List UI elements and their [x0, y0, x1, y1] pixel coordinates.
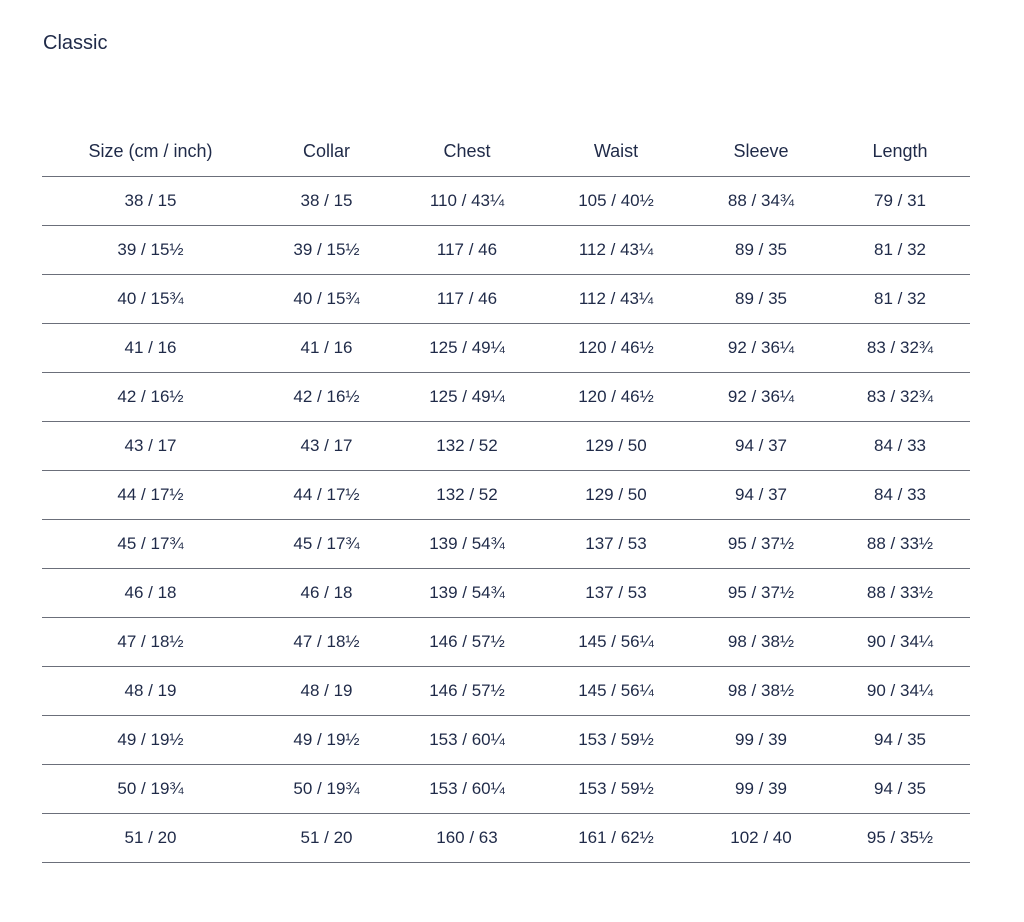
cell-size: 45 / 17¾ [42, 520, 259, 569]
cell-waist: 153 / 59½ [540, 716, 692, 765]
page-title: Classic [43, 32, 108, 54]
cell-waist: 137 / 53 [540, 520, 692, 569]
cell-length: 83 / 32¾ [830, 373, 970, 422]
cell-length: 90 / 34¼ [830, 667, 970, 716]
cell-sleeve: 102 / 40 [692, 814, 830, 863]
cell-waist: 145 / 56¼ [540, 618, 692, 667]
table-row [42, 373, 970, 422]
column-header-collar: Collar [259, 127, 394, 177]
cell-length: 84 / 33 [830, 422, 970, 471]
table-row [42, 422, 970, 471]
cell-length: 94 / 35 [830, 765, 970, 814]
table-row [42, 471, 970, 520]
cell-length: 88 / 33½ [830, 569, 970, 618]
cell-size: 47 / 18½ [42, 618, 259, 667]
cell-sleeve: 99 / 39 [692, 765, 830, 814]
cell-chest: 132 / 52 [394, 471, 540, 520]
cell-size: 49 / 19½ [42, 716, 259, 765]
cell-waist: 153 / 59½ [540, 765, 692, 814]
header-row [42, 127, 970, 177]
cell-sleeve: 95 / 37½ [692, 520, 830, 569]
table-row [42, 569, 970, 618]
cell-sleeve: 94 / 37 [692, 422, 830, 471]
cell-waist: 137 / 53 [540, 569, 692, 618]
cell-chest: 110 / 43¼ [394, 177, 540, 226]
cell-length: 81 / 32 [830, 275, 970, 324]
cell-length: 83 / 32¾ [830, 324, 970, 373]
column-header-length: Length [830, 127, 970, 177]
cell-size: 46 / 18 [42, 569, 259, 618]
cell-chest: 117 / 46 [394, 275, 540, 324]
cell-chest: 125 / 49¼ [394, 324, 540, 373]
table-row [42, 814, 970, 863]
cell-waist: 112 / 43¼ [540, 226, 692, 275]
table-row [42, 177, 970, 226]
table-row [42, 324, 970, 373]
table-row [42, 520, 970, 569]
cell-chest: 139 / 54¾ [394, 569, 540, 618]
cell-chest: 153 / 60¼ [394, 765, 540, 814]
cell-sleeve: 89 / 35 [692, 226, 830, 275]
cell-size: 48 / 19 [42, 667, 259, 716]
cell-sleeve: 88 / 34¾ [692, 177, 830, 226]
cell-waist: 129 / 50 [540, 471, 692, 520]
cell-collar: 41 / 16 [259, 324, 394, 373]
column-header-chest: Chest [394, 127, 540, 177]
cell-collar: 39 / 15½ [259, 226, 394, 275]
cell-collar: 44 / 17½ [259, 471, 394, 520]
cell-collar: 46 / 18 [259, 569, 394, 618]
cell-collar: 45 / 17¾ [259, 520, 394, 569]
cell-sleeve: 95 / 37½ [692, 569, 830, 618]
cell-size: 38 / 15 [42, 177, 259, 226]
cell-collar: 40 / 15¾ [259, 275, 394, 324]
cell-length: 81 / 32 [830, 226, 970, 275]
cell-length: 95 / 35½ [830, 814, 970, 863]
cell-chest: 125 / 49¼ [394, 373, 540, 422]
cell-size: 44 / 17½ [42, 471, 259, 520]
column-header-sleeve: Sleeve [692, 127, 830, 177]
cell-collar: 49 / 19½ [259, 716, 394, 765]
table-header [42, 127, 970, 177]
cell-chest: 153 / 60¼ [394, 716, 540, 765]
table-row [42, 275, 970, 324]
cell-size: 43 / 17 [42, 422, 259, 471]
cell-chest: 160 / 63 [394, 814, 540, 863]
cell-collar: 51 / 20 [259, 814, 394, 863]
cell-sleeve: 98 / 38½ [692, 667, 830, 716]
cell-chest: 139 / 54¾ [394, 520, 540, 569]
cell-waist: 105 / 40½ [540, 177, 692, 226]
column-header-waist: Waist [540, 127, 692, 177]
cell-sleeve: 89 / 35 [692, 275, 830, 324]
cell-length: 79 / 31 [830, 177, 970, 226]
cell-size: 41 / 16 [42, 324, 259, 373]
cell-waist: 145 / 56¼ [540, 667, 692, 716]
cell-size: 50 / 19¾ [42, 765, 259, 814]
table-row [42, 716, 970, 765]
cell-waist: 161 / 62½ [540, 814, 692, 863]
cell-chest: 146 / 57½ [394, 667, 540, 716]
column-header-size: Size (cm / inch) [42, 127, 259, 177]
cell-collar: 38 / 15 [259, 177, 394, 226]
cell-length: 88 / 33½ [830, 520, 970, 569]
cell-size: 39 / 15½ [42, 226, 259, 275]
size-chart-table [42, 127, 970, 863]
cell-length: 94 / 35 [830, 716, 970, 765]
cell-waist: 120 / 46½ [540, 324, 692, 373]
cell-waist: 112 / 43¼ [540, 275, 692, 324]
cell-sleeve: 94 / 37 [692, 471, 830, 520]
cell-chest: 146 / 57½ [394, 618, 540, 667]
cell-collar: 47 / 18½ [259, 618, 394, 667]
cell-sleeve: 99 / 39 [692, 716, 830, 765]
cell-collar: 42 / 16½ [259, 373, 394, 422]
cell-collar: 48 / 19 [259, 667, 394, 716]
cell-sleeve: 92 / 36¼ [692, 324, 830, 373]
cell-chest: 132 / 52 [394, 422, 540, 471]
cell-collar: 43 / 17 [259, 422, 394, 471]
cell-waist: 120 / 46½ [540, 373, 692, 422]
cell-size: 40 / 15¾ [42, 275, 259, 324]
cell-sleeve: 92 / 36¼ [692, 373, 830, 422]
cell-sleeve: 98 / 38½ [692, 618, 830, 667]
table-body [42, 177, 970, 863]
cell-length: 90 / 34¼ [830, 618, 970, 667]
cell-length: 84 / 33 [830, 471, 970, 520]
cell-size: 42 / 16½ [42, 373, 259, 422]
table-row [42, 618, 970, 667]
cell-chest: 117 / 46 [394, 226, 540, 275]
table-row [42, 226, 970, 275]
cell-collar: 50 / 19¾ [259, 765, 394, 814]
table-row [42, 667, 970, 716]
cell-waist: 129 / 50 [540, 422, 692, 471]
cell-size: 51 / 20 [42, 814, 259, 863]
table-row [42, 765, 970, 814]
